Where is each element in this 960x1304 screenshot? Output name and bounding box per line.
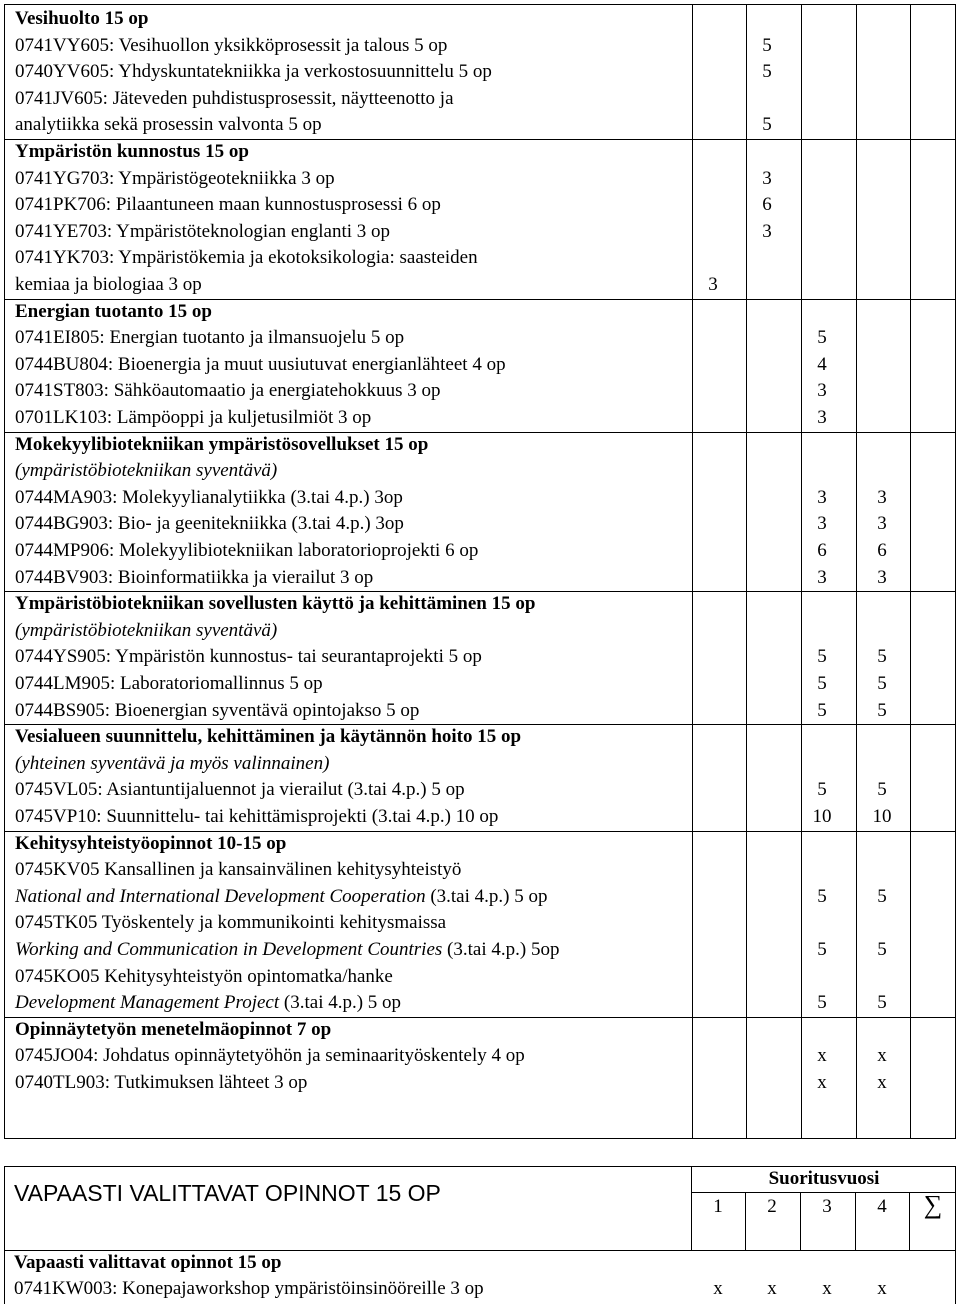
sum-symbol: ∑ xyxy=(923,1190,943,1219)
section-heading xyxy=(15,139,249,166)
course-name xyxy=(15,352,506,379)
section-heading-row xyxy=(5,299,955,326)
course-row xyxy=(5,884,955,911)
year-3-cell: 6 xyxy=(817,540,827,561)
course-row xyxy=(5,1070,955,1097)
year-2-cell: 5 xyxy=(762,61,772,83)
course-name xyxy=(15,272,202,299)
course-row xyxy=(5,857,955,884)
section-heading-row xyxy=(5,432,955,459)
row-text: 0744MA903: Molekyylianalytiikka (3.tai 4.p.) 3op xyxy=(15,486,403,508)
course-name xyxy=(15,565,373,592)
course-name xyxy=(15,644,482,671)
section-heading xyxy=(15,591,535,618)
row-text: Vesihuolto 15 op xyxy=(15,8,149,29)
section-heading-row xyxy=(5,6,955,33)
year-4-cell: 5 xyxy=(877,939,887,960)
year-4-cell: x xyxy=(877,1045,887,1067)
course-name xyxy=(15,964,393,991)
year-1-header: 1 xyxy=(713,1196,723,1217)
free-electives-course: 0741KW003: Konepajaworkshop ympäristöinsinööreille 3 op xyxy=(14,1278,484,1299)
section-heading xyxy=(15,299,212,326)
year-3-cell: 5 xyxy=(817,779,827,801)
row-text: Ympäristöbiotekniikan sovellusten käyttö ja kehittäminen 15 op xyxy=(15,593,536,615)
year-3-cell: 5 xyxy=(817,939,827,960)
course-row xyxy=(5,538,955,565)
year-2-cell: 6 xyxy=(762,194,772,216)
year-4-cell: x xyxy=(877,1072,887,1093)
row-suffix: (3.tai 4.p.) 5op xyxy=(442,939,560,960)
year-3-cell: 5 xyxy=(817,992,827,1014)
course-name xyxy=(15,219,390,246)
row-text: 0741YK703: Ympäristökemia ja ekotoksikologia: saasteiden xyxy=(15,247,478,269)
course-name xyxy=(15,511,404,538)
course-row xyxy=(5,804,955,831)
year-3-cell: 3 xyxy=(817,566,827,588)
row-text: 0744MP906: Molekyylibiotekniikan laboratorioprojekti 6 op xyxy=(15,540,479,561)
section-heading xyxy=(15,831,286,858)
year-3-cell: 3 xyxy=(817,486,827,508)
course-row xyxy=(5,671,955,698)
course-row xyxy=(5,59,955,86)
year-3-cell: 5 xyxy=(817,699,827,721)
row-suffix: (3.tai 4.p.) 5 op xyxy=(425,885,548,907)
course-row xyxy=(5,910,955,937)
row-text: 0744BS905: Bioenergian syventävä opintojakso 5 op xyxy=(15,699,420,721)
row-text: Mokekyylibiotekniikan ympäristösovellukset 15 op xyxy=(15,433,429,455)
year-3-cell: x xyxy=(817,1072,827,1093)
year-2-cell: 5 xyxy=(762,114,772,136)
free-electives-section-head: Vapaasti valittavat opinnot 15 op xyxy=(14,1252,282,1273)
course-row xyxy=(5,937,955,964)
column-divider xyxy=(800,1192,801,1250)
row-text: 0741PK706: Pilaantuneen maan kunnostusprosessi 6 op xyxy=(15,194,441,216)
row-text: 0741JV605: Jäteveden puhdistusprosessit, näytteenotto ja xyxy=(15,87,454,109)
course-name xyxy=(15,671,323,698)
course-name xyxy=(15,777,465,804)
year-3-header: 3 xyxy=(822,1196,832,1217)
year-4-header: 4 xyxy=(877,1196,887,1217)
completion-year-label: Suoritusvuosi xyxy=(768,1168,880,1189)
row-text: 0701LK103: Lämpöoppi ja kuljetusilmiöt 3 op xyxy=(15,407,372,428)
year-4-cell: 5 xyxy=(877,673,887,694)
row-text: 0741EI805: Energian tuotanto ja ilmansuojelu 5 op xyxy=(15,327,405,349)
row-text: 0745KV05 Kansallinen ja kansainvälinen kehitysyhteistyö xyxy=(15,859,462,881)
year-2-cell: 5 xyxy=(762,34,772,56)
section-heading xyxy=(15,6,148,33)
year-3-cell: 4 xyxy=(817,353,827,375)
course-name xyxy=(15,458,277,485)
row-text: kemiaa ja biologiaa 3 op xyxy=(15,274,202,295)
course-name xyxy=(15,804,498,831)
column-divider xyxy=(745,1192,746,1250)
course-name xyxy=(15,485,403,512)
course-row xyxy=(5,618,955,645)
row-text: 0745VL05: Asiantuntijaluennot ja vierailut (3.tai 4.p.) 5 op xyxy=(15,779,465,801)
course-row xyxy=(5,1043,955,1070)
section-heading-row xyxy=(5,724,955,751)
section-heading xyxy=(15,1017,331,1044)
course-name xyxy=(15,245,478,272)
course-name xyxy=(15,33,447,60)
year-4-cell: 3 xyxy=(877,486,887,508)
course-row xyxy=(5,751,955,778)
row-divider xyxy=(4,1250,956,1251)
course-row xyxy=(5,272,955,299)
course-name xyxy=(15,990,401,1017)
course-year-1: x xyxy=(713,1278,723,1299)
row-text: National and International Development Cooperation xyxy=(15,885,426,907)
course-name xyxy=(15,192,441,219)
row-text: 0744YS905: Ympäristön kunnostus- tai seurantaprojekti 5 op xyxy=(15,646,482,668)
course-year-4: x xyxy=(877,1278,887,1299)
year-3-cell: 3 xyxy=(817,513,827,535)
year-4-cell: 6 xyxy=(877,540,887,561)
course-row xyxy=(5,565,955,592)
year-3-cell: 3 xyxy=(817,407,827,428)
row-text: (ympäristöbiotekniikan syventävä) xyxy=(15,460,278,482)
year-4-cell: 3 xyxy=(877,513,887,535)
year-3-cell: 5 xyxy=(817,885,827,907)
row-text: 0740TL903: Tutkimuksen lähteet 3 op xyxy=(15,1072,308,1093)
year-4-cell: 5 xyxy=(877,779,887,801)
course-row xyxy=(5,405,955,432)
course-row xyxy=(5,511,955,538)
free-electives-title: VAPAASTI VALITTAVAT OPINNOT 15 OP xyxy=(14,1180,441,1206)
row-text: 0741ST803: Sähköautomaatio ja energiatehokkuus 3 op xyxy=(15,380,441,402)
year-4-cell: 5 xyxy=(877,699,887,721)
row-text: Energian tuotanto 15 op xyxy=(15,300,212,322)
row-text: (yhteinen syventävä ja myös valinnainen) xyxy=(15,752,330,774)
course-name xyxy=(15,618,277,645)
course-row xyxy=(5,166,955,193)
course-row xyxy=(5,485,955,512)
course-row xyxy=(5,644,955,671)
row-text: Vesialueen suunnittelu, kehittäminen ja käytännön hoito 15 op xyxy=(15,726,522,748)
row-text: Development Management Project xyxy=(15,992,280,1014)
course-row xyxy=(5,192,955,219)
year-3-cell: 5 xyxy=(817,327,827,349)
course-name xyxy=(15,751,329,778)
course-name xyxy=(15,59,492,86)
year-4-cell: 5 xyxy=(877,885,887,907)
row-text: 0745JO04: Johdatus opinnäytetyöhön ja seminaarityöskentely 4 op xyxy=(15,1045,525,1067)
year-4-cell: 5 xyxy=(877,646,887,668)
course-year-2: x xyxy=(767,1278,777,1299)
course-name xyxy=(15,1070,307,1097)
row-text: (ympäristöbiotekniikan syventävä) xyxy=(15,619,278,641)
course-row xyxy=(5,245,955,272)
year-3-cell: 10 xyxy=(812,806,832,827)
row-text: 0745TK05 Työskentely ja kommunikointi kehitysmaissa xyxy=(15,912,447,934)
row-text: 0745KO05 Kehitysyhteistyön opintomatka/hanke xyxy=(15,965,393,987)
row-text: Opinnäytetyön menetelmäopinnot 7 op xyxy=(15,1018,332,1040)
section-heading-row xyxy=(5,1017,955,1044)
section-heading xyxy=(15,724,521,751)
course-name xyxy=(15,884,547,911)
section-heading-row xyxy=(5,139,955,166)
year-2-cell: 3 xyxy=(762,220,772,242)
course-name xyxy=(15,698,419,725)
study-plan-table xyxy=(4,4,956,1139)
year-3-cell: 3 xyxy=(817,380,827,402)
row-suffix: (3.tai 4.p.) 5 op xyxy=(279,992,402,1014)
course-name xyxy=(15,112,322,139)
column-divider xyxy=(691,1166,692,1250)
course-name xyxy=(15,86,454,113)
row-text: 0744BV903: Bioinformatiikka ja vierailut 3 op xyxy=(15,566,374,588)
year-4-cell: 3 xyxy=(877,566,887,588)
course-row xyxy=(5,352,955,379)
column-divider xyxy=(855,1192,856,1250)
row-text: 0741VY605: Vesihuollon yksikköprosessit ja talous 5 op xyxy=(15,34,448,56)
year-4-cell: 10 xyxy=(872,806,892,827)
course-name xyxy=(15,405,371,432)
course-row xyxy=(5,378,955,405)
row-text: 0741YE703: Ympäristöteknologian englanti 3 op xyxy=(15,220,391,242)
course-row xyxy=(5,112,955,139)
row-text: 0745VP10: Suunnittelu- tai kehittämisprojekti (3.tai 4.p.) 10 op xyxy=(15,806,499,827)
year-1-cell: 3 xyxy=(708,274,718,295)
course-name xyxy=(15,325,404,352)
course-name xyxy=(15,857,461,884)
row-text: 0744LM905: Laboratoriomallinnus 5 op xyxy=(15,673,323,694)
course-name xyxy=(15,538,478,565)
course-name xyxy=(15,378,441,405)
column-divider xyxy=(909,1192,910,1250)
year-2-cell: 3 xyxy=(762,167,772,189)
row-text: 0741YG703: Ympäristögeotekniikka 3 op xyxy=(15,167,335,189)
course-row xyxy=(5,325,955,352)
row-text: Working and Communication in Development Countries xyxy=(15,939,443,960)
course-row xyxy=(5,964,955,991)
row-text: 0740YV605: Yhdyskuntatekniikka ja verkostosuunnittelu 5 op xyxy=(15,61,492,83)
year-2-header: 2 xyxy=(767,1196,777,1217)
row-text: 0744BG903: Bio- ja geenitekniikka (3.tai 4.p.) 3op xyxy=(15,513,404,535)
course-row xyxy=(5,86,955,113)
section-heading-row xyxy=(5,591,955,618)
year-3-cell: x xyxy=(817,1045,827,1067)
row-text: Kehitysyhteistyöopinnot 10-15 op xyxy=(15,832,287,854)
course-name xyxy=(15,1043,525,1070)
row-text: 0744BU804: Bioenergia ja muut uusiutuvat energianlähteet 4 op xyxy=(15,353,506,375)
course-row xyxy=(5,219,955,246)
year-4-cell: 5 xyxy=(877,992,887,1014)
course-row xyxy=(5,990,955,1017)
row-text: analytiikka sekä prosessin valvonta 5 op xyxy=(15,114,322,136)
course-name xyxy=(15,937,559,964)
course-name xyxy=(15,166,335,193)
course-year-3: x xyxy=(822,1278,832,1299)
section-heading xyxy=(15,432,428,459)
row-text: Ympäristön kunnostus 15 op xyxy=(15,141,249,162)
year-3-cell: 5 xyxy=(817,673,827,694)
course-row xyxy=(5,458,955,485)
year-3-cell: 5 xyxy=(817,646,827,668)
free-electives-table xyxy=(4,1166,956,1304)
course-name xyxy=(15,910,446,937)
section-heading-row xyxy=(5,831,955,858)
course-row xyxy=(5,777,955,804)
course-row xyxy=(5,33,955,60)
course-row xyxy=(5,698,955,725)
